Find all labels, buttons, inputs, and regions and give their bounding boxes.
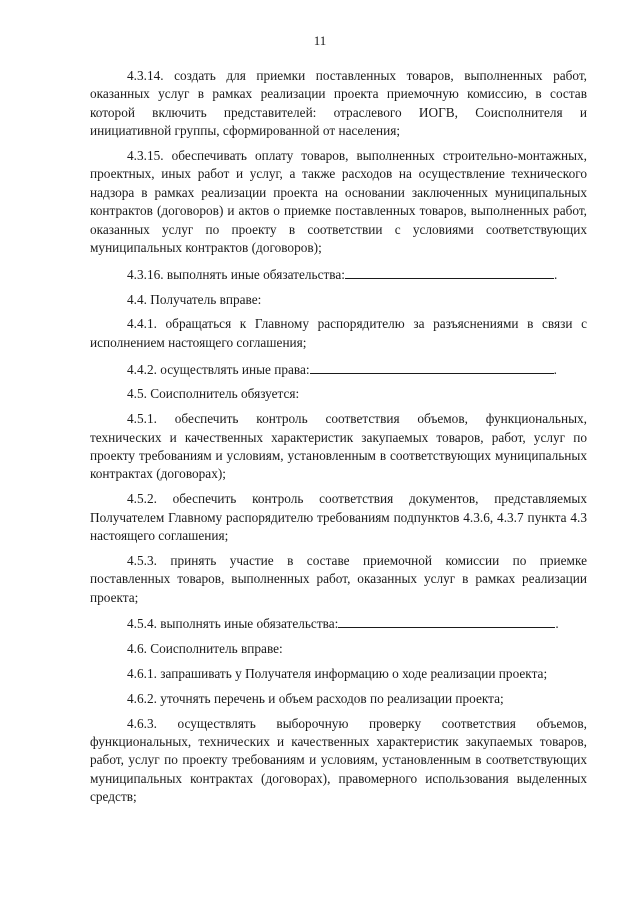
clause-4-5-4-text: 4.5.4. выполнять иные обязательства: — [127, 616, 339, 632]
clause-4-4-2-period: . — [553, 361, 557, 377]
clause-4-5-3: 4.5.3. принять участие в составе приемочной комиссии по приемке поставленных товаров, выполненных работ, оказанных услуг в рамках реализации проекта; — [90, 552, 587, 605]
clause-4-3-16-text: 4.3.16. выполнять иные обязательства: — [127, 266, 345, 282]
clause-4-5-1: 4.5.1. обеспечить контроль соответствия объемов, функциональных, технических и качественных характеристик закупаемых товаров, работ, услуг по проекту требованиям и условиям, установленным в соответствующих муниципальных контрактах (договорах); — [90, 411, 587, 482]
clause-4-5-4 — [90, 613, 587, 633]
clause-4-6-2: 4.6.2. уточнять перечень и объем расходов по реализации проекта; — [127, 690, 504, 706]
blank-line — [310, 359, 554, 374]
section-4-6-heading: 4.6. Соисполнитель вправе: — [127, 641, 283, 657]
blank-line — [345, 264, 554, 279]
clause-4-3-14: 4.3.14. создать для приемки поставленных товаров, выполненных работ, оказанных услуг в рамках реализации проекта приемочную комиссию, в состав которой включить представителей: отраслевого ИОГВ, Соисполнителя и инициативной группы, сформированной от населения; — [90, 68, 587, 139]
clause-4-4-2 — [90, 359, 587, 379]
clause-4-6-3: 4.6.3. осуществлять выборочную проверку соответствия объемов, функциональных, технических и качественных характеристик закупаемых товаров, работ, услуг по проекту требованиям и условиям, установленным в соответствующих муниципальных контрактах (договорах), правомерного использования выделенных средств; — [90, 715, 587, 805]
clause-4-4-2-text: 4.4.2. осуществлять иные права: — [127, 361, 310, 377]
section-4-4-heading: 4.4. Получатель вправе: — [127, 291, 262, 307]
clause-4-6-1: 4.6.1. запрашивать у Получателя информацию о ходе реализации проекта; — [127, 666, 548, 682]
blank-line — [338, 613, 555, 628]
clause-4-3-16-period: . — [553, 266, 558, 282]
document-body — [90, 67, 587, 807]
section-4-5-heading: 4.5. Соисполнитель обязуется: — [127, 386, 300, 402]
clause-4-3-16 — [90, 264, 587, 284]
clause-4-3-15: 4.3.15. обеспечивать оплату товаров, выполненных строительно-монтажных, проектных, иных работ и услуг, а также расходов на осуществление технического надзора в рамках реализации проекта на основании заключенных муниципальных контрактов (договоров) и актов о приемке поставленных товаров, выполненных работ, оказанных услуг по проекту в соответствии с условиями соответствующих муниципальных контрактов (договоров); — [90, 148, 587, 256]
clause-4-4-1: 4.4.1. обращаться к Главному распорядителю за разъяснениями в связи с исполнением настоящего соглашения; — [90, 316, 587, 350]
page-number: 11 — [313, 33, 327, 48]
clause-4-5-4-period: . — [555, 616, 559, 632]
clause-4-5-2: 4.5.2. обеспечить контроль соответствия документов, представляемых Получателем Главному распорядителю требованиям подпунктов 4.3.6, 4.3.7 пункта 4.3 настоящего соглашения; — [90, 491, 587, 544]
